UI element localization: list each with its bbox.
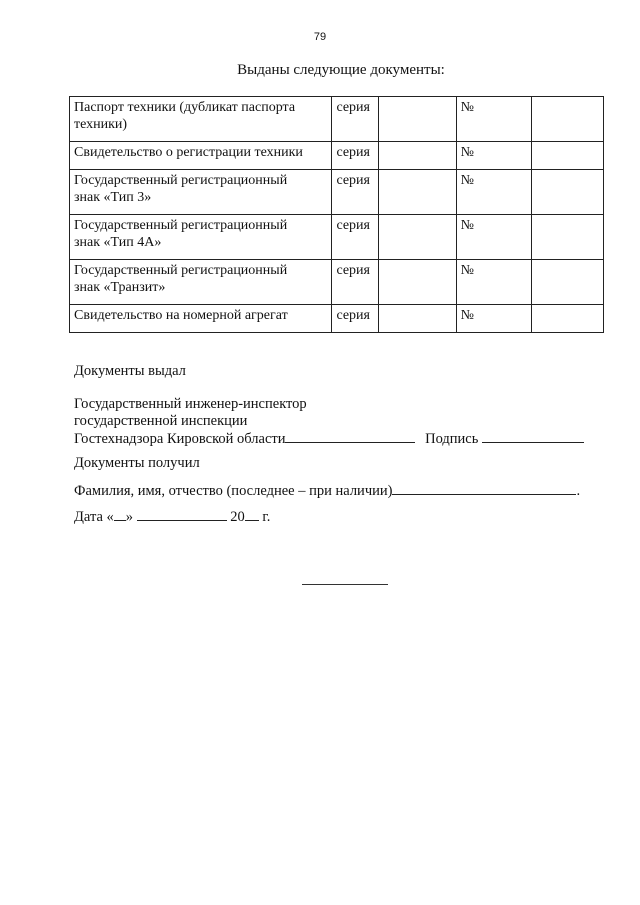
number-value-cell[interactable] [532,305,604,333]
number-label: № [456,305,532,333]
series-value-cell[interactable] [378,305,456,333]
table-row [70,170,604,215]
series-label: серия [332,260,378,305]
series-value-cell[interactable] [378,170,456,215]
documents-table [69,96,604,333]
series-label: серия [332,142,378,170]
date-day-field[interactable] [114,508,126,521]
inspector-name-field[interactable] [285,430,415,443]
page-title: Выданы следующие документы: [237,62,445,78]
table-row [70,305,604,333]
number-value-cell[interactable] [532,215,604,260]
series-label: серия [332,170,378,215]
table-row [70,97,604,142]
inspector-title-line-2: государственной инспекции [74,413,248,429]
document-name-cell: Государственный регистрационный знак «Тип 4А» [70,215,332,260]
date-year-field[interactable] [245,508,259,521]
date-year-prefix: 20 [230,509,245,525]
number-value-cell[interactable] [532,97,604,142]
recipient-name-field[interactable] [392,482,576,495]
number-label: № [456,170,532,215]
number-value-cell[interactable] [532,170,604,215]
received-by-label: Документы получил [74,455,200,471]
date-line [74,508,270,526]
date-prefix: Дата « [74,509,114,525]
inspector-title-line-3 [74,430,584,448]
series-value-cell[interactable] [378,260,456,305]
series-value-cell[interactable] [378,215,456,260]
number-label: № [456,97,532,142]
table-row [70,142,604,170]
series-label: серия [332,97,378,142]
number-label: № [456,260,532,305]
number-value-cell[interactable] [532,260,604,305]
inspector-block [74,396,584,448]
date-close-quote: » [125,509,134,525]
number-label: № [456,215,532,260]
issued-by-label: Документы выдал [74,363,186,379]
page-number: 79 [313,31,327,43]
end-separator-line [302,584,388,585]
document-name-cell: Свидетельство о регистрации техники [70,142,332,170]
recipient-name-line [74,482,580,500]
full-name-end: . [576,483,581,499]
table-row [70,215,604,260]
inspector-organization: Гостехнадзора Кировской области [74,431,286,447]
document-name-cell: Свидетельство на номерной агрегат [70,305,332,333]
date-month-field[interactable] [137,508,227,521]
signature-label: Подпись [425,431,479,447]
number-label: № [456,142,532,170]
series-value-cell[interactable] [378,97,456,142]
number-value-cell[interactable] [532,142,604,170]
date-suffix: г. [262,509,271,525]
document-name-cell: Паспорт техники (дубликат паспорта техники) [70,97,332,142]
full-name-label: Фамилия, имя, отчество (последнее – при наличии) [74,483,393,499]
series-label: серия [332,215,378,260]
document-name-cell: Государственный регистрационный знак «Тип 3» [70,170,332,215]
document-name-cell: Государственный регистрационный знак «Транзит» [70,260,332,305]
table-row [70,260,604,305]
inspector-signature-field[interactable] [482,430,584,443]
series-value-cell[interactable] [378,142,456,170]
inspector-title-line-1: Государственный инженер-инспектор [74,396,307,412]
series-label: серия [332,305,378,333]
